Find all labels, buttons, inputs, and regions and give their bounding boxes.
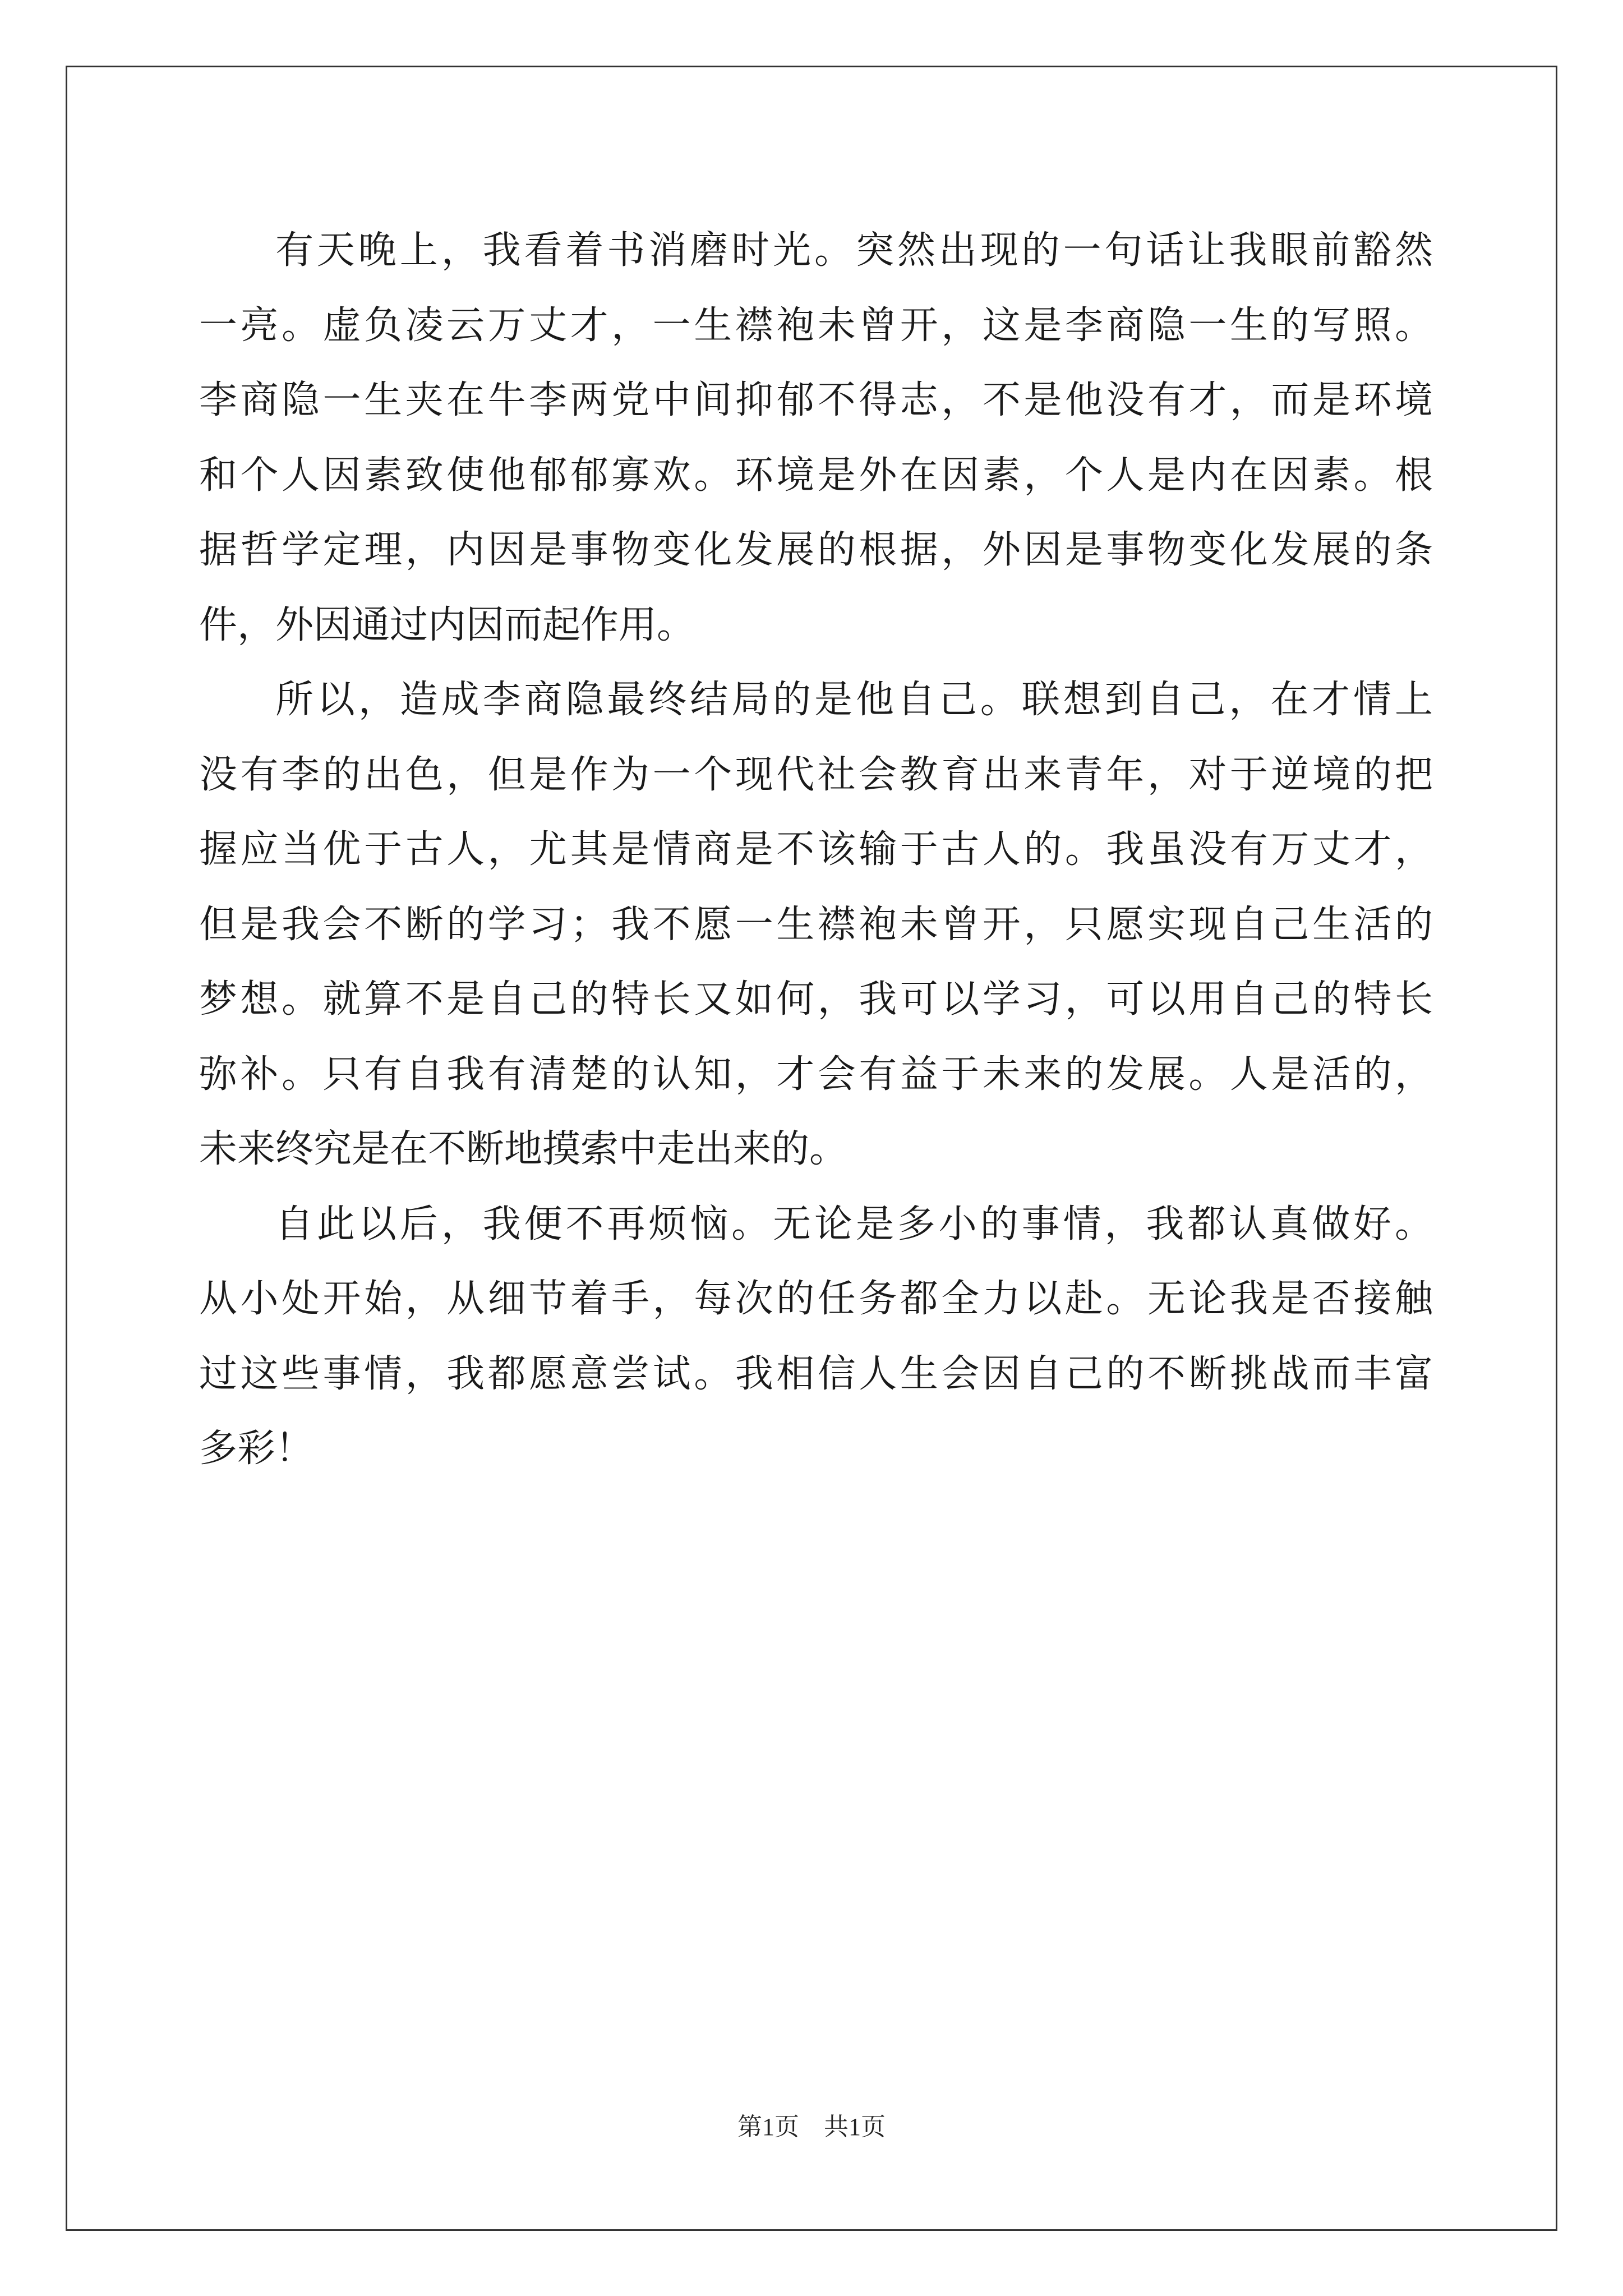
- text-line: 握应当优于古人，尤其是情商是不该输于古人的。我虽没有万丈才，: [199, 827, 1433, 872]
- text-line: 从小处开始，从细节着手，每次的任务都全力以赴。无论我是否接触: [199, 1277, 1433, 1321]
- text-line: 弥补。只有自我有清楚的认知，才会有益于未来的发展。人是活的，: [199, 1052, 1433, 1097]
- text-line: 自此以后，我便不再烦恼。无论是多小的事情，我都认真做好。: [275, 1202, 1433, 1246]
- text-line: 但是我会不断的学习；我不愿一生襟袍未曾开，只愿实现自己生活的: [199, 902, 1433, 947]
- text-line: 件，外因通过内因而起作用。: [199, 602, 695, 647]
- text-line: 梦想。就算不是自己的特长又如何，我可以学习，可以用自己的特长: [199, 977, 1433, 1022]
- text-line: 未来终究是在不断地摸索中走出来的。: [199, 1127, 848, 1171]
- text-line: 据哲学定理，内因是事物变化发展的根据，外因是事物变化发展的条: [199, 528, 1433, 572]
- paragraph-1: [199, 213, 1433, 662]
- text-line: 李商隐一生夹在牛李两党中间抑郁不得志，不是他没有才，而是环境: [199, 378, 1433, 422]
- text-line: 多彩！: [199, 1427, 314, 1471]
- text-line: 一亮。虚负凌云万丈才，一生襟袍未曾开，这是李商隐一生的写照。: [199, 303, 1433, 348]
- text-line: 没有李的出色，但是作为一个现代社会教育出来青年，对于逆境的把: [199, 752, 1433, 797]
- text-line: 所以，造成李商隐最终结局的是他自己。联想到自己，在才情上: [275, 678, 1433, 722]
- paragraph-2: [199, 662, 1433, 1187]
- text-line: 过这些事情，我都愿意尝试。我相信人生会因自己的不断挑战而丰富: [199, 1351, 1433, 1396]
- document-body: [199, 213, 1433, 1487]
- page-number-footer: 第1页 共1页: [737, 2113, 886, 2141]
- text-line: 有天晚上，我看着书消磨时光。突然出现的一句话让我眼前豁然: [275, 228, 1433, 273]
- paragraph-3: [199, 1187, 1433, 1487]
- text-line: 和个人因素致使他郁郁寡欢。环境是外在因素，个人是内在因素。根: [199, 453, 1433, 498]
